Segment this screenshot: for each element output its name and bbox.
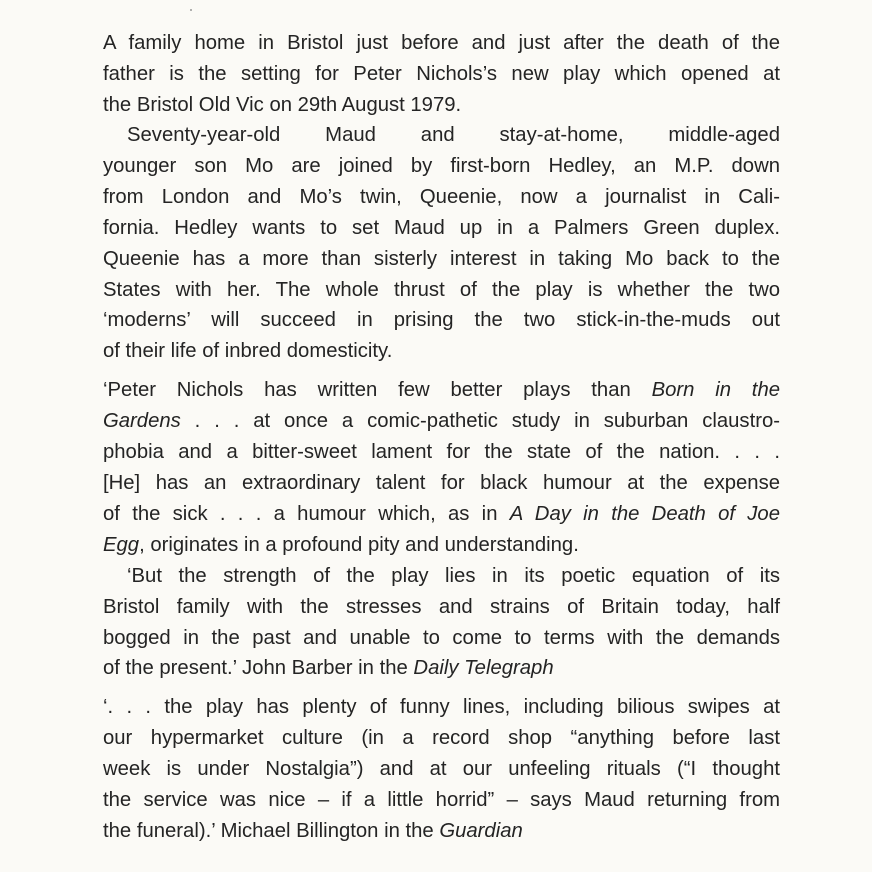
- play-title: Gardens: [103, 410, 181, 432]
- text-line: fornia. Hedley wants to set Maud up in a Palmers Green duplex.: [103, 217, 780, 239]
- text-line: States with her. The whole thrust of the play is whether the two: [103, 279, 780, 301]
- text-line: ‘But the strength of the play lies in its poetic equation of its: [127, 565, 780, 587]
- play-title: Egg: [103, 534, 140, 556]
- text-line: Egg, originates in a profound pity and understanding.: [103, 534, 579, 556]
- text-line: younger son Mo are joined by first-born Hedley, an M.P. down: [103, 155, 780, 177]
- text-line: the service was nice – if a little horrid” – says Maud returning from: [103, 789, 780, 811]
- text-line: Bristol family with the stresses and strains of Britain today, half: [103, 596, 780, 618]
- text-line: father is the setting for Peter Nichols’s new play which opened at: [103, 63, 780, 85]
- text-line: ‘. . . the play has plenty of funny lines, including bilious swipes at: [103, 696, 780, 718]
- text-line: phobia and a bitter-sweet lament for the state of the nation. . . .: [103, 441, 780, 463]
- text-line: our hypermarket culture (in a record shop “anything before last: [103, 727, 780, 749]
- play-title: Born in the: [651, 379, 781, 401]
- publication-name: Guardian: [439, 820, 523, 842]
- text-line: the Bristol Old Vic on 29th August 1979.: [103, 94, 462, 116]
- text-line: of the sick . . . a humour which, as in A Day in the Death of Joe: [103, 503, 780, 525]
- text-line: Gardens . . . at once a comic-pathetic study in suburban claustro-: [103, 410, 780, 432]
- text-line: ‘moderns’ will succeed in prising the two stick-in-the-muds out: [103, 309, 780, 331]
- text-line: week is under Nostalgia”) and at our unfeeling rituals (“I thought: [103, 758, 780, 780]
- paper-speck: [190, 9, 192, 11]
- text-line: from London and Mo’s twin, Queenie, now a journalist in Cali-: [103, 186, 780, 208]
- text-line: the funeral).’ Michael Billington in the Guardian: [103, 820, 523, 842]
- text-line: ‘Peter Nichols has written few better plays than Born in the: [103, 379, 781, 401]
- text-line: Queenie has a more than sisterly interest in taking Mo back to the: [103, 248, 780, 270]
- text-line: [He] has an extraordinary talent for black humour at the expense: [103, 472, 780, 494]
- publication-name: Daily Telegraph: [413, 657, 554, 679]
- text-line: bogged in the past and unable to come to terms with the demands: [103, 627, 780, 649]
- play-title: A Day in the Death of Joe: [509, 503, 780, 525]
- text-line: Seventy-year-old Maud and stay-at-home, middle-aged: [127, 124, 780, 146]
- text-line: A family home in Bristol just before and just after the death of the: [103, 32, 780, 54]
- text-line: of their life of inbred domesticity.: [103, 340, 393, 362]
- text-line: of the present.’ John Barber in the Daily Telegraph: [103, 657, 554, 679]
